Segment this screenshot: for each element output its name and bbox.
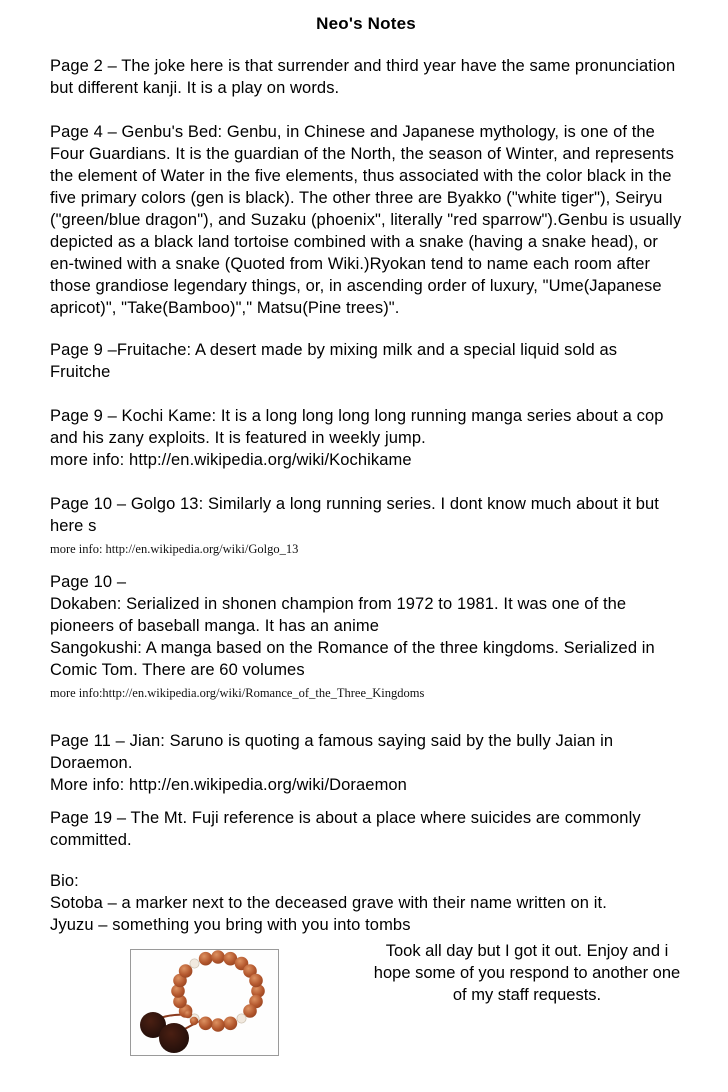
juzu-prayer-beads-photo (130, 949, 279, 1056)
note-page10-sangokushi-url: more info:http://en.wikipedia.org/wiki/Romance_of_the_Three_Kingdoms (50, 686, 425, 700)
note-page10-sangokushi: Sangokushi: A manga based on the Romance of the three kingdoms. Serialized in Comic Tom. There are 60 volumes (50, 639, 655, 679)
note-page10-dokaben: Dokaben: Serialized in shonen champion from 1972 to 1981. It was one of the pioneers of baseball manga. It has an anime (50, 595, 627, 635)
note-page9-kochikame-block (50, 405, 682, 471)
bottom-section (50, 942, 682, 1056)
juzu-beads-illustration (131, 950, 278, 1055)
note-page11-url: More info: http://en.wikipedia.org/wiki/Doraemon (50, 776, 407, 794)
note-page4-genbu: Page 4 – Genbu's Bed: Genbu, in Chinese and Japanese mythology, is one of the Four Guardians. It is the guardian of the North, the season of Winter, and represents the element of Water in the five elements, thus associated with the color black in the five primary colors (gen is black). The other three are Byakko ("white tiger"), Seiryu ("green/blue dragon"), and Suzaku (phoenix", literally "red sparrow").Genbu is usually depicted as a black land tortoise combined with a snake (having a snake head), or en-twined with a snake (Quoted from Wiki.)Ryokan tend to name each room after those grandiose legendary things, or, in ascending order of luxury, "Ume(Japanese apricot)", "Take(Bamboo)"," Matsu(Pine trees)". (50, 123, 682, 317)
note-page10-header: Page 10 – (50, 573, 127, 591)
note-page10-golgo: Page 10 – Golgo 13: Similarly a long running series. I dont know much about it but here s (50, 495, 659, 535)
note-page9-fruitache: Page 9 –Fruitache: A desert made by mixing milk and a special liquid sold as Fruitche (50, 341, 618, 381)
footer-note: Took all day but I got it out. Enjoy and i hope some of you respond to another one of my staff requests. (373, 942, 681, 1004)
note-page10-golgo-block (50, 493, 682, 557)
note-page9-kochikame-url: more info: http://en.wikipedia.org/wiki/Kochikame (50, 451, 412, 469)
note-page11-block (50, 730, 682, 796)
bio-jyuzu: Jyuzu – something you bring with you into tombs (50, 916, 411, 934)
note-page10-golgo-url: more info: http://en.wikipedia.org/wiki/Golgo_13 (50, 542, 299, 556)
note-page19-fuji: Page 19 – The Mt. Fuji reference is about a place where suicides are commonly committed. (50, 809, 641, 849)
note-page11-jian: Page 11 – Jian: Saruno is quoting a famous saying said by the bully Jaian in Doraemon. (50, 732, 614, 772)
note-page10-block (50, 571, 682, 701)
bio-block (50, 870, 682, 936)
note-page2: Page 2 – The joke here is that surrender and third year have the same pronunciation but different kanji. It is a play on words. (50, 57, 676, 97)
bio-sotoba: Sotoba – a marker next to the deceased grave with their name written on it. (50, 894, 607, 912)
page-title: Neo's Notes (316, 14, 416, 33)
bio-heading: Bio: (50, 872, 79, 890)
note-page9-kochikame: Page 9 – Kochi Kame: It is a long long long long running manga series about a cop and his zany exploits. It is featured in weekly jump. (50, 407, 664, 447)
